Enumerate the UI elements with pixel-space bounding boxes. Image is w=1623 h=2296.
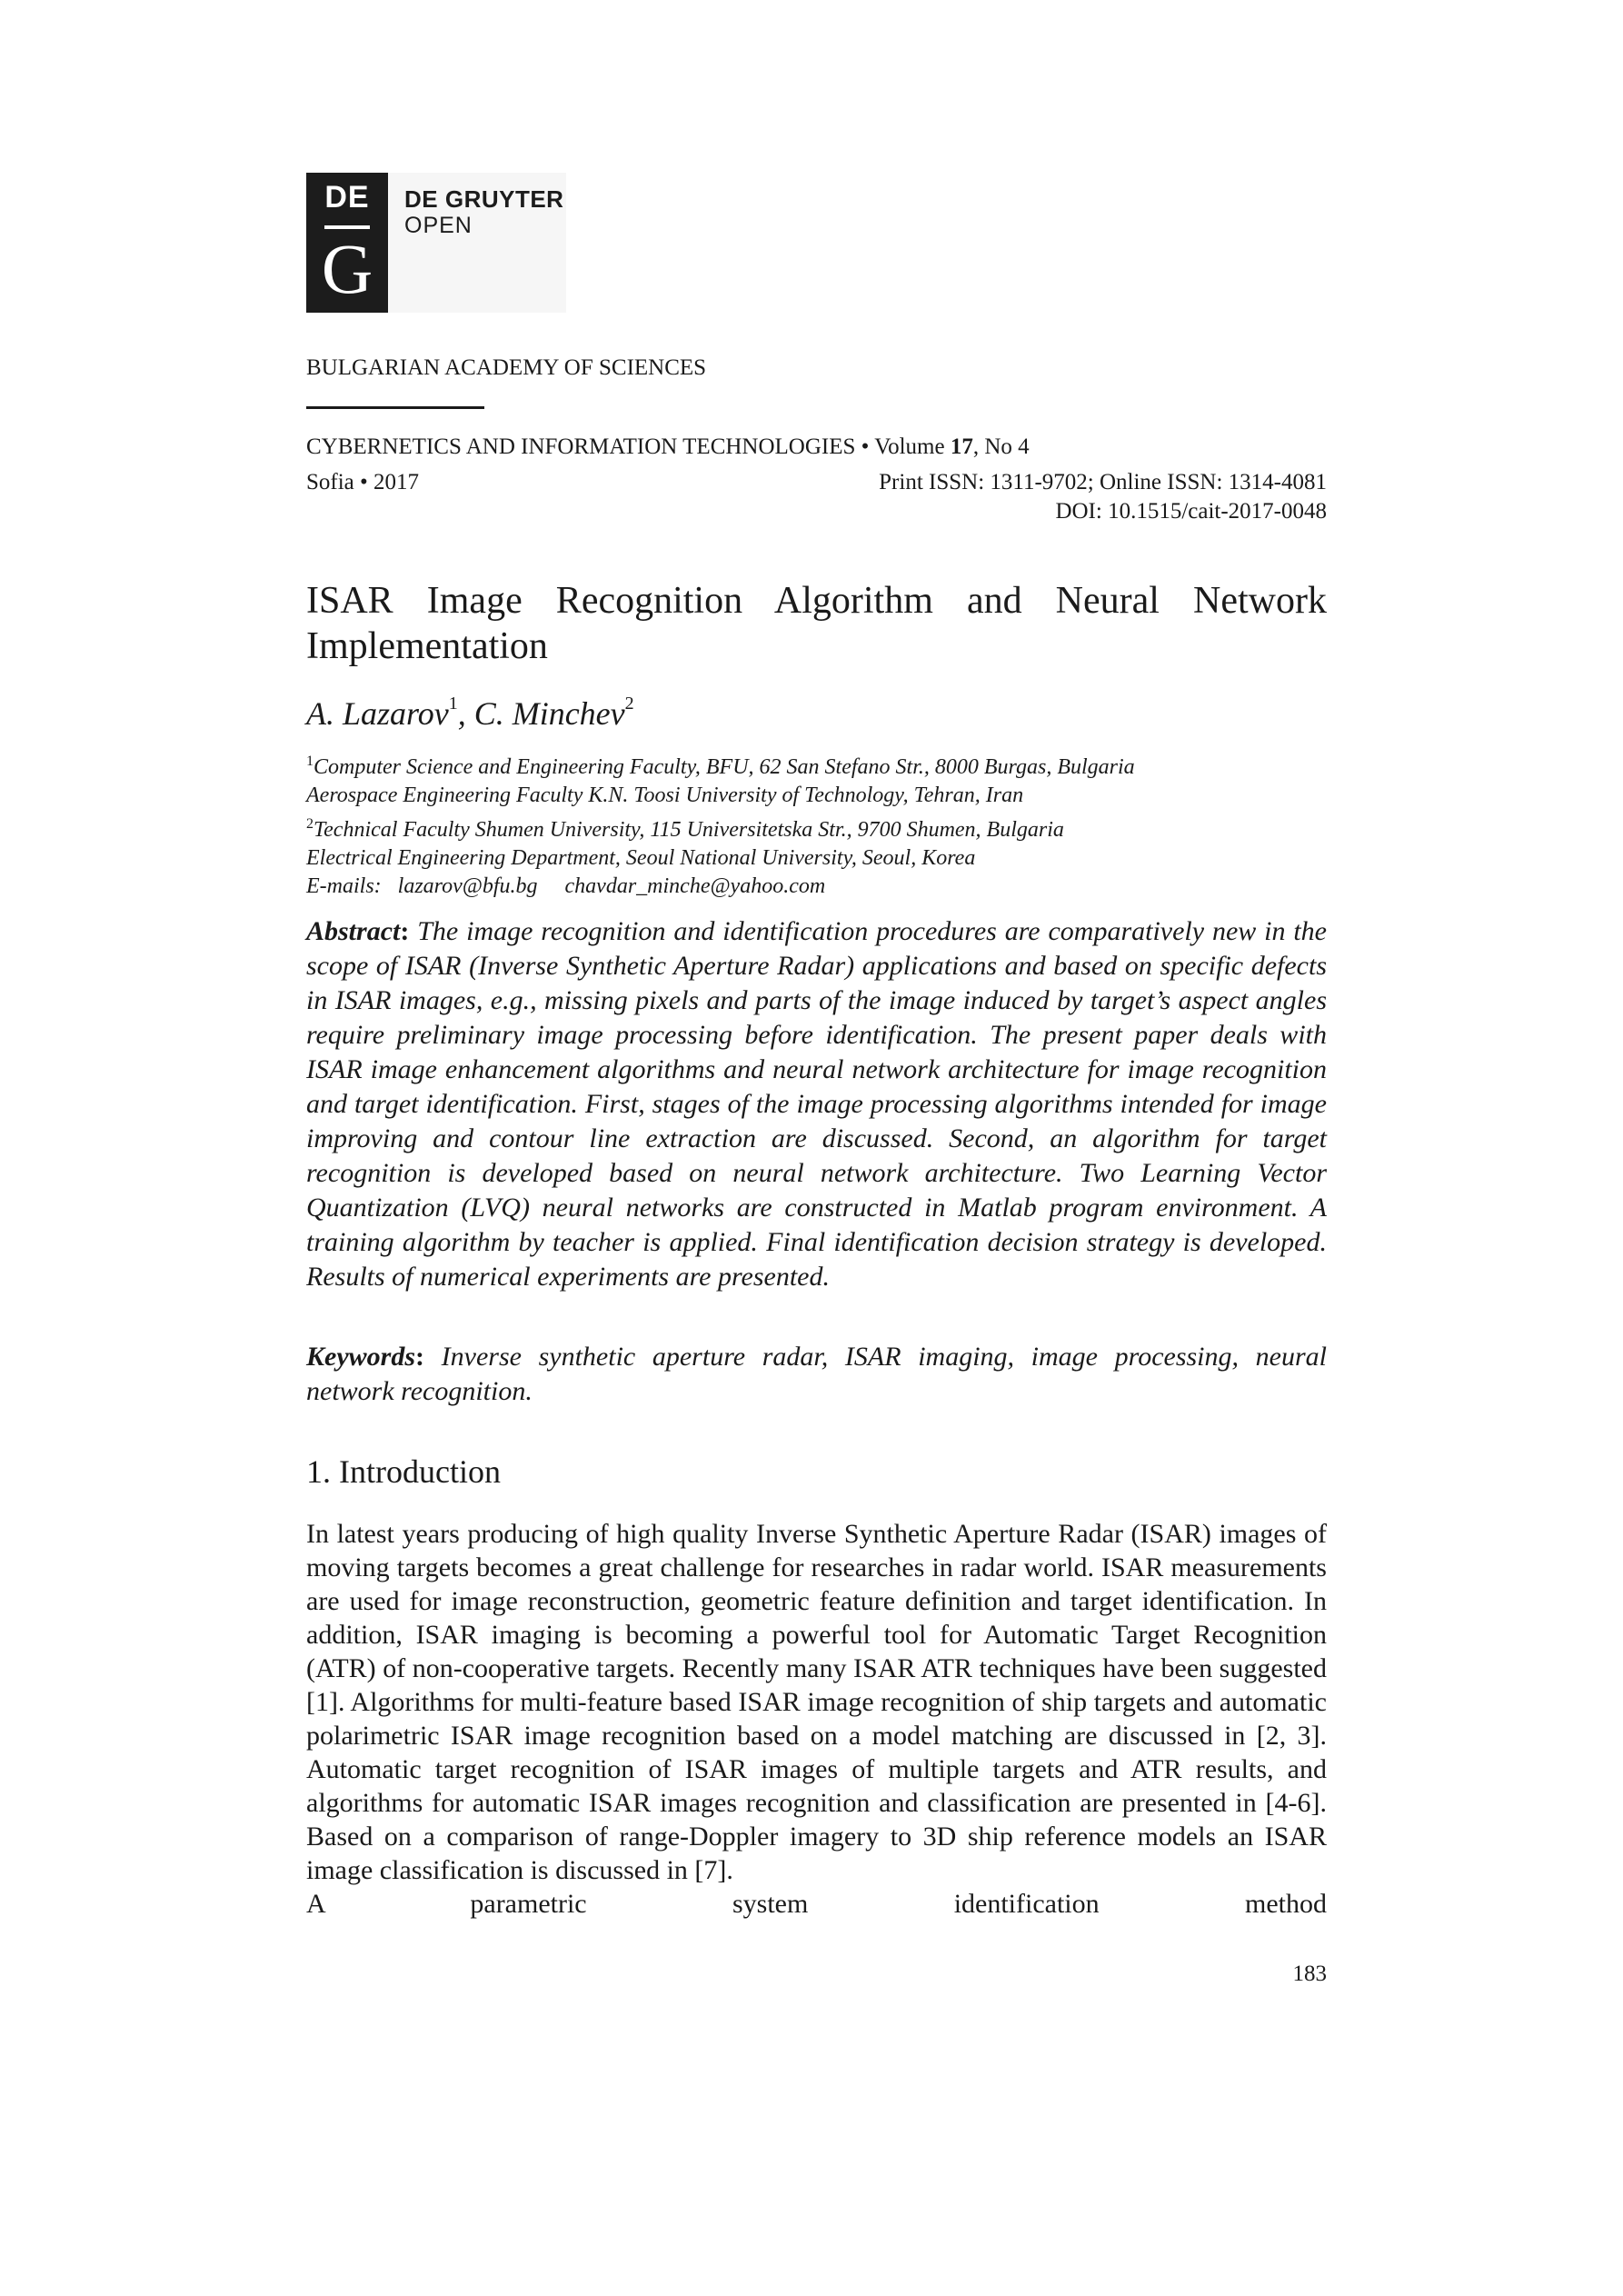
affiliation-line: [306, 782, 1327, 810]
affiliation-line: [306, 844, 1327, 873]
emails-label: E-mails:: [306, 874, 382, 898]
abstract-colon: :: [400, 916, 410, 946]
volume-label: Volume: [874, 434, 945, 459]
paper-title: [306, 578, 1327, 669]
logo-mark-bottom: G: [321, 229, 373, 308]
city-year: [306, 469, 419, 496]
abstract-text: The image recognition and identification procedures are comparatively new in the scope of ISAR (Inverse Synthetic Aperture Radar) applications and based on specific defects in ISAR images, e.g., missing pixels and parts of the image induced by target’s aspect angles require preliminary image processing before identification. The present paper deals with ISAR image enhancement algorithms and neural network architecture for image recognition and target identification. First, stages of the image processing algorithms intended for image improving and contour line extraction are discussed. Second, an algorithm for target recognition is developed based on neural network architecture. Two Learning Vector Quantization (LVQ) neural networks are constructed in Matlab program environment. A training algorithm by teacher is applied. Final identification decision strategy is developed. Results of numerical experiments are presented.: [306, 916, 1327, 1292]
title-line-1: ISAR Image Recognition Algorithm and Neural Network: [306, 580, 1327, 622]
title-line-2: Implementation: [306, 625, 548, 667]
affiliations: [306, 747, 1327, 901]
keywords: [306, 1340, 1327, 1409]
publisher-name: DE GRUYTER: [404, 185, 564, 213]
issn: Print ISSN: 1311-9702; Online ISSN: 1314-4081: [879, 470, 1327, 494]
publisher-logo-mark: [306, 173, 388, 313]
city: Sofia: [306, 470, 354, 494]
affiliation-line: [306, 747, 1327, 782]
author-1-sup: 1: [448, 694, 458, 714]
doi: DOI: 10.1515/cait-2017-0048: [1055, 499, 1327, 524]
issue-number: , No 4: [972, 434, 1030, 459]
authors: [306, 694, 634, 733]
abstract-label: Abstract: [306, 916, 401, 946]
keywords-colon: :: [415, 1342, 424, 1372]
affiliation-line: [306, 810, 1327, 844]
journal-line: [306, 434, 1030, 461]
keywords-text: Inverse synthetic aperture radar, ISAR imaging, image processing, neural network recognition.: [306, 1342, 1327, 1406]
bullet: •: [861, 434, 870, 459]
bullet: •: [360, 470, 368, 494]
author-2-sup: 2: [624, 694, 634, 714]
academy-name: BULGARIAN ACADEMY OF SCIENCES: [306, 355, 707, 380]
intro-last-line: A parametric system identification method: [306, 1889, 1327, 1919]
affiliation-sup: 1: [306, 754, 314, 769]
author-2: C. Minchev: [473, 695, 625, 732]
affiliation-text: Electrical Engineering Department, Seoul National University, Seoul, Korea: [306, 846, 976, 870]
volume-number: 17: [950, 434, 973, 459]
affiliation-text: Aerospace Engineering Faculty K.N. Toosi University of Technology, Tehran, Iran: [306, 784, 1024, 807]
logo-mark-top: DE: [324, 180, 370, 215]
email-1: lazarov@bfu.bg: [397, 874, 538, 898]
section-heading: 1. Introduction: [306, 1453, 501, 1490]
abstract: [306, 914, 1327, 1294]
emails-line: [306, 873, 1327, 901]
publisher-subname: OPEN: [404, 213, 473, 238]
header-rule: [306, 406, 484, 409]
intro-paragraph: In latest years producing of high quality Inverse Synthetic Aperture Radar (ISAR) images of moving targets becomes a great challenge for researches in radar world. ISAR measurements are used for image reconstruction, geometric feature definition and target identification. In addition, ISAR imaging is becoming a powerful tool for Automatic Target Recognition (ATR) of non-cooperative targets. Recently many ISAR ATR techniques have been suggested [1]. Algorithms for multi-feature based ISAR image recognition of ship targets and automatic polarimetric ISAR image recognition based on a model matching are discussed in [2, 3]. Automatic target recognition of ISAR images of multiple targets and ATR results, and algorithms for automatic ISAR images recognition and classification are presented in [4-6]. Based on a comparison of range-Doppler imagery to 3D ship reference models an ISAR image classification is discussed in [7].: [306, 1519, 1327, 1885]
journal-name: CYBERNETICS AND INFORMATION TECHNOLOGIES: [306, 434, 856, 459]
affiliation-sup: 2: [306, 816, 314, 832]
year: 2017: [373, 470, 420, 494]
introduction-text: [306, 1517, 1327, 1921]
affiliation-text: Computer Science and Engineering Faculty, BFU, 62 San Stefano Str., 8000 Burgas, Bulgaria: [314, 755, 1135, 779]
affiliation-text: Technical Faculty Shumen University, 115 Universitetska Str., 9700 Shumen, Bulgaria: [314, 818, 1064, 842]
author-1: A. Lazarov: [306, 695, 449, 732]
page-number: 183: [1292, 1962, 1327, 1986]
author-separator: ,: [457, 695, 474, 732]
email-2: chavdar_minche@yahoo.com: [564, 874, 826, 898]
keywords-label: Keywords: [306, 1342, 415, 1372]
